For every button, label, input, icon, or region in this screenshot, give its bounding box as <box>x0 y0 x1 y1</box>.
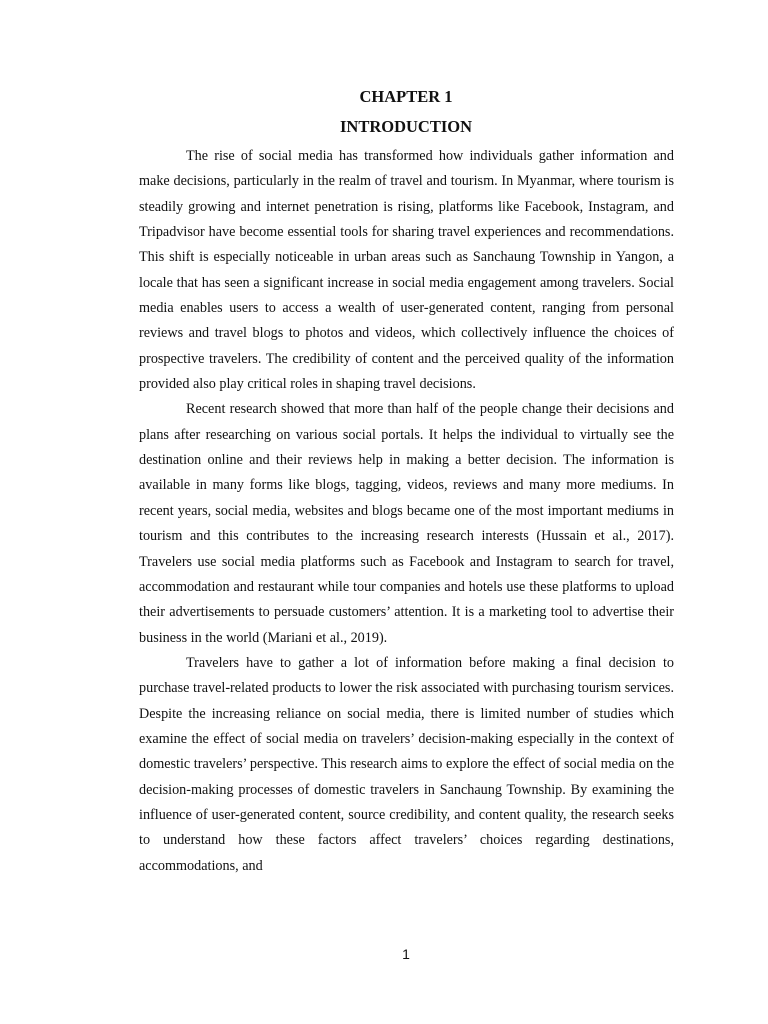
page-number: 1 <box>402 946 410 962</box>
paragraph-1: The rise of social media has transformed how individuals gather information and make decisions, particularly in the realm of travel and tourism. In Myanmar, where tourism is steadily growing and internet penetration is rising, platforms like Facebook, Instagram, and Tripadvisor have become essential tools for sharing travel experiences and recommendations. This shift is especially noticeable in urban areas such as Sanchaung Township in Yangon, a locale that has seen a significant increase in social media engagement among travelers. Social media enables users to access a wealth of user-generated content, ranging from personal reviews and travel blogs to photos and videos, which collectively influence the choices of prospective travelers. The credibility of content and the perceived quality of the information provided also play critical roles in shaping travel decisions. <box>139 148 674 393</box>
body-text <box>139 144 674 879</box>
chapter-title: INTRODUCTION <box>339 117 473 136</box>
chapter-number: CHAPTER 1 <box>359 87 453 106</box>
paragraph-3: Travelers have to gather a lot of information before making a final decision to purchase travel-related products to lower the risk associated with purchasing tourism services. Despite the increasing reliance on social media, there is limited number of studies which examine the effect of social media on travelers’ decision-making especially in the context of domestic travelers’ perspective. This research aims to explore the effect of social media on the decision-making processes of domestic travelers in Sanchaung Township. By examining the influence of user-generated content, source credibility, and content quality, the research seeks to understand how these factors affect travelers’ choices regarding destinations, accommodations, and <box>139 654 674 874</box>
paragraph-2: Recent research showed that more than half of the people change their decisions and plans after researching on various social portals. It helps the individual to virtually see the destination online and their reviews help in making a better decision. The information is available in many forms like blogs, tagging, videos, reviews and many more mediums. In recent years, social media, websites and blogs became one of the most important mediums in tourism and this contributes to the increasing research interests (Hussain et al., 2017). Travelers use social media platforms such as Facebook and Instagram to search for travel, accommodation and restaurant while tour companies and hotels use these platforms to upload their advertisements to persuade customers’ attention. It is a marketing tool to advertise their business in the world (Mariani et al., 2019). <box>139 401 674 646</box>
